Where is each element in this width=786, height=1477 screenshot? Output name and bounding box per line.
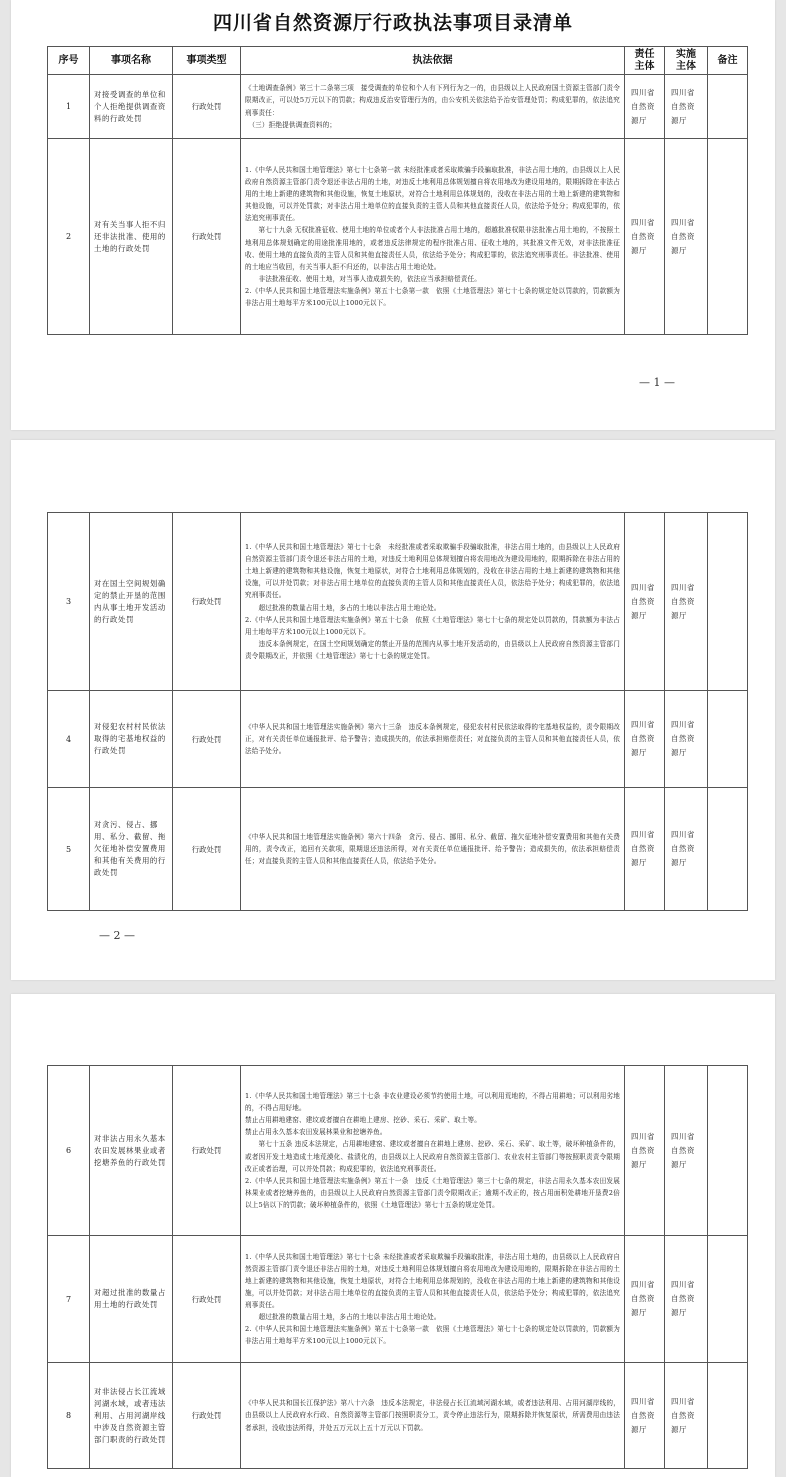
row-number: 1	[48, 75, 90, 139]
legal-basis: 《中华人民共和国土地管理法实施条例》第六十四条 贪污、侵占、挪用、私分、截留、拖欠征地补偿安置费用和其他有关费用的，责令改正，追回有关款项，限期退还违法所得，对有关责任单位通报批评、给予警告；造成损失的，依法承担赔偿责任；对直接负责的主管人员和其他直接责任人员，依法给予处分。	[245, 832, 620, 866]
implementing-unit: 四川省自然资源厅	[665, 788, 708, 911]
responsible-unit: 四川省自然资源厅	[625, 1066, 665, 1236]
remark	[708, 1363, 748, 1469]
legal-basis: 1.《中华人民共和国土地管理法》第七十七条第一款 未经批准或者采取欺骗手段骗取批准，非法占用土地的，由县级以上人民政府自然资源主管部门责令退还非法占用的土地，对违反土地利用总体规划擅自将农用地改为建设用地的，限期拆除在非法占用的土地上新建的建筑物和其他设施，恢复土地原状，对符合土地利用总体规划的，没收在非法占用的土地上新建的建筑物和其他设施，可以并处罚款；对非法占用土地单位的直接负责的主管人员和其他直接责任人员，依法给予处分；构成犯罪的，依法追究刑事责任。 第七十九条 无权批准征收、使用土地的单位或者个人非法批准占用土地的，超越批准权限非法批准占用土地的，不按照土地利用总体规划确定的用途批准用地的，或者违反法律规定的程序批准占用、征收土地的，其批准文件无效，对非法批准征收、使用土地的直接负责的主管人员和其他直接责任人员，依法给予处分；构成犯罪的，依法追究刑事责任。非法批准、使用的土地应当收回，有关当事人拒不归还的，以非法占用土地论处。 非法批准征收、使用土地，对当事人造成损失的，依法应当承担赔偿责任。 2.《中华人民共和国土地管理法实施条例》第五十七条第一款 依照《土地管理法》第七十七条的规定处以罚款的，罚款额为非法占用土地每平方米100元以上1000元以下。	[245, 165, 620, 307]
table-row	[48, 691, 748, 788]
page-number: — 1 —	[639, 376, 675, 389]
row-number: 4	[48, 691, 90, 788]
document-page-2	[11, 440, 775, 980]
remark	[708, 139, 748, 335]
item-name: 对非法占用永久基本农田发展林果业或者挖塘养鱼的行政处罚	[90, 1066, 173, 1236]
responsible-unit: 四川省自然资源厅	[625, 139, 665, 335]
row-number: 3	[48, 513, 90, 691]
item-name: 对贪污、侵占、挪用、私分、截留、拖欠征地补偿安置费用和其他有关费用的行政处罚	[90, 788, 173, 911]
remark	[708, 1066, 748, 1236]
item-type: 行政处罚	[173, 1236, 241, 1363]
implementing-unit: 四川省自然资源厅	[665, 1066, 708, 1236]
legal-basis: 1.《中华人民共和国土地管理法》第七十七条 未经批准或者采取欺骗手段骗取批准，非法占用土地的，由县级以上人民政府自然资源主管部门责令退还非法占用的土地，对违反土地利用总体规划擅自将农用地改为建设用地的，限期拆除在非法占用的土地上新建的建筑物和其他设施，恢复土地原状，对符合土地利用总体规划的，没收在非法占用的土地上新建的建筑物和其他设施，可以并处罚款；对非法占用土地单位的直接负责的主管人员和其他直接责任人员，依法给予处分；构成犯罪的，依法追究刑事责任。 超过批准的数量占用土地，多占的土地以非法占用土地论处。 2.《中华人民共和国土地管理法实施条例》第五十七条 依照《土地管理法》第七十七条的规定处以罚款的，罚款额为非法占用土地每平方米100元以上1000元以下。 违反本条例规定，在国土空间规划确定的禁止开垦的范围内从事土地开发活动的，由县级以上人民政府自然资源主管部门责令限期改正，并依照《土地管理法》第七十七条的规定处罚。	[245, 543, 620, 660]
responsible-unit: 四川省自然资源厅	[625, 1236, 665, 1363]
header-impl: 实施 主体	[665, 47, 708, 75]
row-number: 8	[48, 1363, 90, 1469]
implementing-unit: 四川省自然资源厅	[665, 75, 708, 139]
item-type: 行政处罚	[173, 513, 241, 691]
item-type: 行政处罚	[173, 691, 241, 788]
header-basis: 执法依据	[241, 47, 625, 75]
responsible-unit: 四川省自然资源厅	[625, 788, 665, 911]
item-name: 对非法侵占长江流域河湖水域，或者违法利用、占用河湖岸线中涉及自然资源主管部门职责的行政处罚	[90, 1363, 173, 1469]
legal-basis-cell	[241, 691, 625, 788]
header-name: 事项名称	[90, 47, 173, 75]
responsible-unit: 四川省自然资源厅	[625, 513, 665, 691]
header-note: 备注	[708, 47, 748, 75]
header-type: 事项类型	[173, 47, 241, 75]
implementing-unit: 四川省自然资源厅	[665, 1363, 708, 1469]
item-type: 行政处罚	[173, 139, 241, 335]
table-row	[48, 75, 748, 139]
legal-basis: 1.《中华人民共和国土地管理法》第三十七条 非农业建设必须节约使用土地，可以利用荒地的，不得占用耕地；可以利用劣地的，不得占用好地。 禁止占用耕地建窑、建坟或者擅自在耕地上建房、挖砂、采石、采矿、取土等。 禁止占用永久基本农田发展林果业和挖塘养鱼。 第七十五条 违反本法规定，占用耕地建窑、建坟或者擅自在耕地上建房、挖砂、采石、采矿、取土等，破坏种植条件的，或者因开发土地造成土地荒漠化、盐渍化的，由县级以上人民政府自然资源主管部门、农业农村主管部门等按照职责责令限期改正或者治理，可以并处罚款；构成犯罪的，依法追究刑事责任。 2.《中华人民共和国土地管理法实施条例》第五十一条 违反《土地管理法》第三十七条的规定，非法占用永久基本农田发展林果业或者挖塘养鱼的，由县级以上人民政府自然资源主管部门责令限期改正；逾期不改正的，按占用面积处耕地开垦费2倍以上5倍以下的罚款；破坏种植条件的，依照《土地管理法》第七十五条的规定处罚。	[245, 1092, 620, 1209]
table-row	[48, 1066, 748, 1236]
row-number: 6	[48, 1066, 90, 1236]
item-name: 对接受调查的单位和个人拒绝提供调查资料的行政处罚	[90, 75, 173, 139]
item-name: 对侵犯农村村民依法取得的宅基地权益的行政处罚	[90, 691, 173, 788]
implementing-unit: 四川省自然资源厅	[665, 139, 708, 335]
item-name: 对超过批准的数量占用土地的行政处罚	[90, 1236, 173, 1363]
legal-basis: 《土地调查条例》第三十二条第三项 接受调查的单位和个人有下列行为之一的，由县级以上人民政府国土资源主管部门责令限期改正，可以处5万元以下的罚款；构成违反治安管理行为的，由公安机关依法给予治安管理处罚；构成犯罪的，依法追究刑事责任： （三）拒绝提供调查资料的；	[245, 84, 620, 129]
legal-basis-cell	[241, 139, 625, 335]
document-title: 四川省自然资源厅行政执法事项目录清单	[212, 12, 573, 34]
implementing-unit: 四川省自然资源厅	[665, 691, 708, 788]
remark	[708, 788, 748, 911]
legal-basis: 《中华人民共和国长江保护法》第八十六条 违反本法规定，非法侵占长江流域河湖水域，或者违法利用、占用河湖岸线的，由县级以上人民政府水行政、自然资源等主管部门按照职责分工，责令停止违法行为，限期拆除并恢复原状，所需费用由违法者承担，没收违法所得，并处五万元以上五十万元以下罚款。	[245, 1399, 620, 1432]
remark	[708, 75, 748, 139]
responsible-unit: 四川省自然资源厅	[625, 691, 665, 788]
page-number: — 2 —	[99, 929, 135, 942]
row-number: 5	[48, 788, 90, 911]
responsible-unit: 四川省自然资源厅	[625, 1363, 665, 1469]
law-table-page-2	[47, 512, 748, 911]
document-page-1	[11, 0, 775, 430]
header-resp: 责任 主体	[625, 47, 665, 75]
table-row	[48, 788, 748, 911]
legal-basis-cell	[241, 1236, 625, 1363]
header-no: 序号	[48, 47, 90, 75]
legal-basis: 《中华人民共和国土地管理法实施条例》第六十三条 违反本条例规定，侵犯农村村民依法取得的宅基地权益的，责令限期改正，对有关责任单位通报批评、给予警告；造成损失的，依法承担赔偿责任；对直接负责的主管人员和其他直接责任人员，依法给予处分。	[245, 722, 620, 756]
table-row	[48, 1363, 748, 1469]
implementing-unit: 四川省自然资源厅	[665, 1236, 708, 1363]
law-table-page-1	[47, 46, 748, 335]
legal-basis-cell	[241, 788, 625, 911]
item-type: 行政处罚	[173, 788, 241, 911]
legal-basis-cell	[241, 75, 625, 139]
item-name: 对在国土空间规划确定的禁止开垦的范围内从事土地开发活动的行政处罚	[90, 513, 173, 691]
row-number: 2	[48, 139, 90, 335]
remark	[708, 691, 748, 788]
table-row	[48, 513, 748, 691]
legal-basis-cell	[241, 1363, 625, 1469]
table-row	[48, 1236, 748, 1363]
legal-basis-cell	[241, 1066, 625, 1236]
law-table-page-3	[47, 1065, 748, 1469]
table-row	[48, 139, 748, 335]
document-page-3	[11, 994, 775, 1477]
legal-basis-cell	[241, 513, 625, 691]
item-type: 行政处罚	[173, 75, 241, 139]
item-type: 行政处罚	[173, 1066, 241, 1236]
responsible-unit: 四川省自然资源厅	[625, 75, 665, 139]
item-name: 对有关当事人拒不归还非法批准、使用的土地的行政处罚	[90, 139, 173, 335]
row-number: 7	[48, 1236, 90, 1363]
legal-basis: 1.《中华人民共和国土地管理法》第七十七条 未经批准或者采取欺骗手段骗取批准，非法占用土地的，由县级以上人民政府自然资源主管部门责令退还非法占用的土地，对违反土地利用总体规划擅自将农用地改为建设用地的，限期拆除在非法占用的土地上新建的建筑物和其他设施，恢复土地原状，对符合土地利用总体规划的，没收在非法占用的土地上新建的建筑物和其他设施，可以并处罚款；对非法占用土地单位的直接负责的主管人员和其他直接责任人员，依法给予处分；构成犯罪的，依法追究刑事责任。 超过批准的数量占用土地，多占的土地以非法占用土地论处。 2.《中华人民共和国土地管理法实施条例》第五十七条第一款 依照《土地管理法》第七十七条的规定处以罚款的，罚款额为非法占用土地每平方米100元以上1000元以下。	[245, 1252, 620, 1346]
remark	[708, 513, 748, 691]
implementing-unit: 四川省自然资源厅	[665, 513, 708, 691]
remark	[708, 1236, 748, 1363]
table-header-row	[48, 47, 748, 75]
item-type: 行政处罚	[173, 1363, 241, 1469]
